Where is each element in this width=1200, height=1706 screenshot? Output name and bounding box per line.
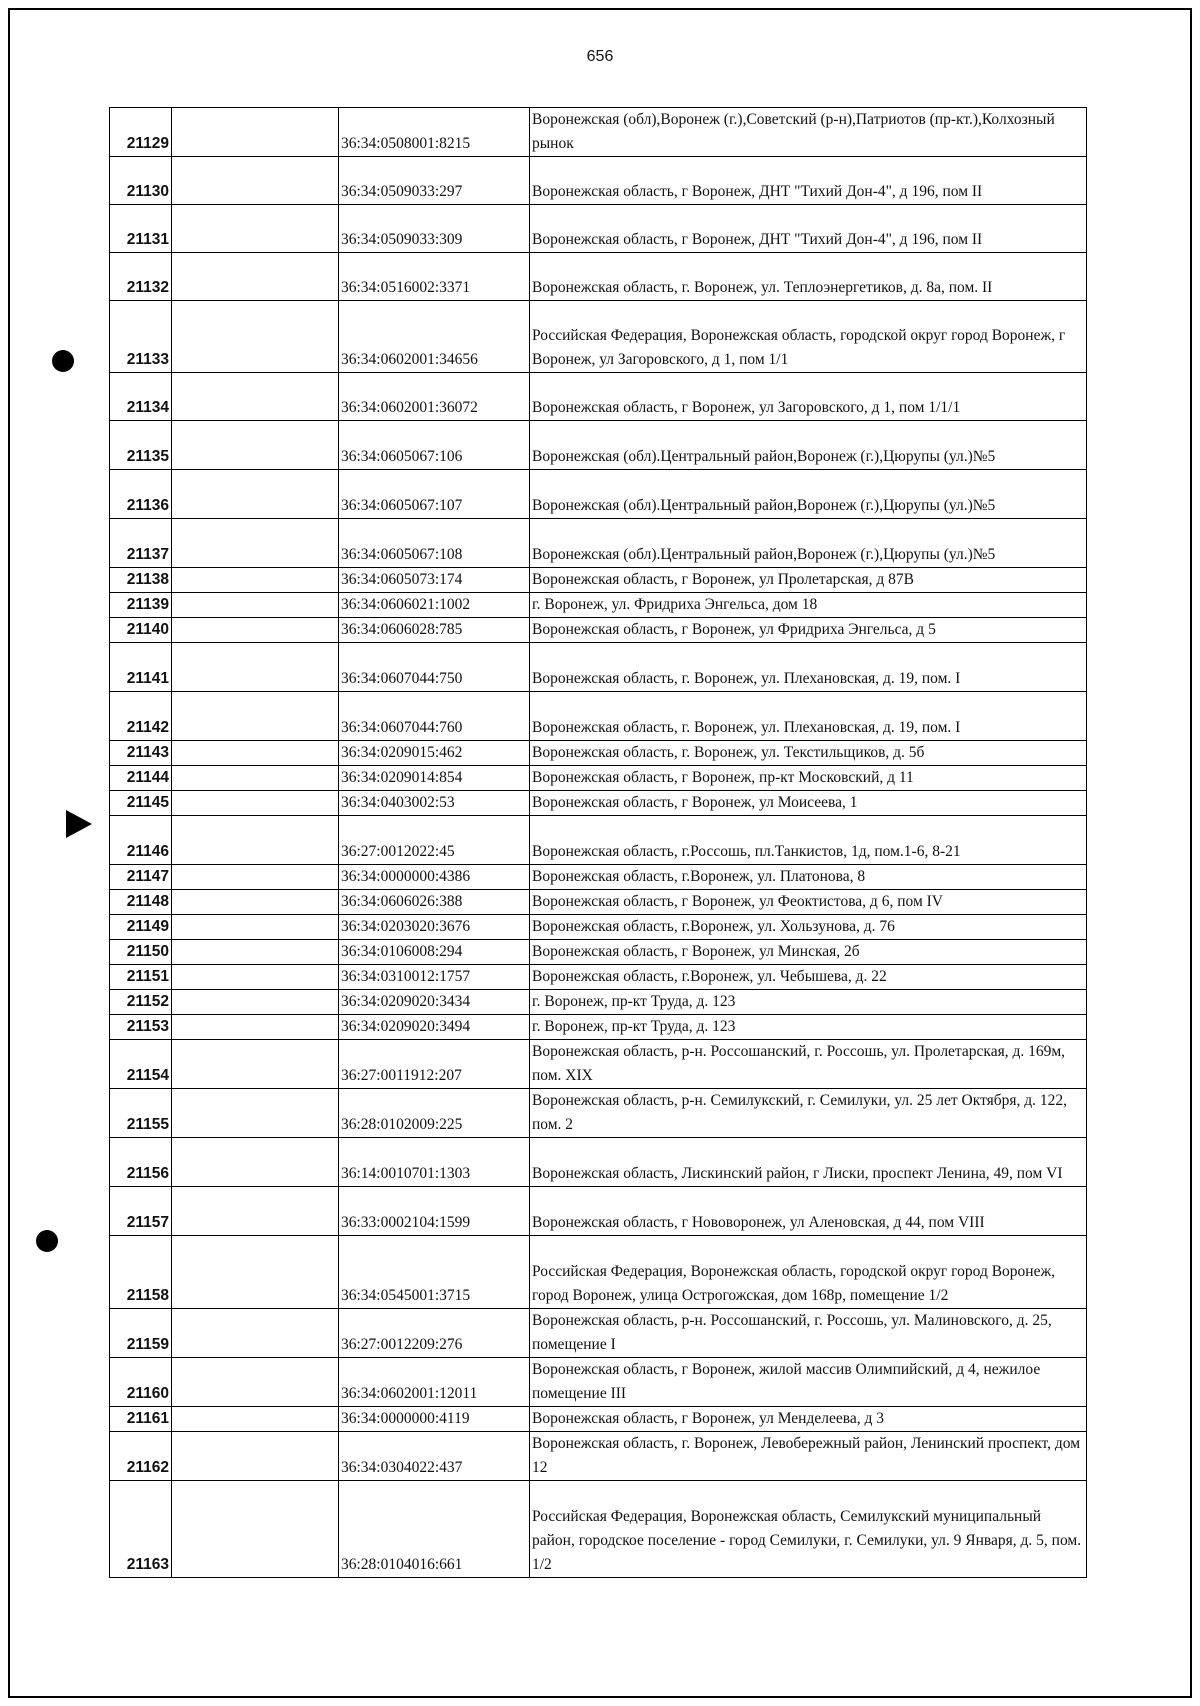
table-row (110, 940, 1087, 965)
address: Воронежская область, г. Воронеж, ул. Плехановская, д. 19, пом. I (530, 643, 1087, 692)
blank-cell (172, 816, 339, 865)
table-row (110, 1138, 1087, 1187)
blank-cell (172, 1015, 339, 1040)
row-number: 21153 (110, 1015, 172, 1040)
blank-cell (172, 618, 339, 643)
blank-cell (172, 791, 339, 816)
row-number: 21162 (110, 1432, 172, 1481)
blank-cell (172, 741, 339, 766)
row-number: 21154 (110, 1040, 172, 1089)
blank-cell (172, 1187, 339, 1236)
row-number: 21163 (110, 1481, 172, 1578)
blank-cell (172, 470, 339, 519)
table-row (110, 915, 1087, 940)
row-number: 21151 (110, 965, 172, 990)
cadastral-number: 36:27:0012209:276 (339, 1309, 530, 1358)
address: Воронежская область, г. Воронеж, ул. Текстильщиков, д. 5б (530, 741, 1087, 766)
cadastral-number: 36:34:0545001:3715 (339, 1236, 530, 1309)
blank-cell (172, 421, 339, 470)
address: Воронежская область, г Воронеж, ул Загоровского, д 1, пом 1/1/1 (530, 373, 1087, 421)
blank-cell (172, 205, 339, 253)
blank-cell (172, 1481, 339, 1578)
blank-cell (172, 766, 339, 791)
cadastral-number: 36:34:0605067:107 (339, 470, 530, 519)
registry-table-body (110, 108, 1087, 1578)
address: Воронежская (обл).Центральный район,Воронеж (г.),Цюрупы (ул.)№5 (530, 470, 1087, 519)
cadastral-number: 36:34:0516002:3371 (339, 253, 530, 301)
table-row (110, 301, 1087, 373)
cadastral-number: 36:14:0010701:1303 (339, 1138, 530, 1187)
address: Воронежская область, г Воронеж, пр-кт Московский, д 11 (530, 766, 1087, 791)
address: Воронежская (обл).Центральный район,Воронеж (г.),Цюрупы (ул.)№5 (530, 421, 1087, 470)
blank-cell (172, 890, 339, 915)
row-number: 21148 (110, 890, 172, 915)
cadastral-number: 36:34:0606021:1002 (339, 593, 530, 618)
table-row (110, 470, 1087, 519)
cadastral-number: 36:34:0607044:760 (339, 692, 530, 741)
cadastral-number: 36:34:0209014:854 (339, 766, 530, 791)
row-number: 21136 (110, 470, 172, 519)
address: Воронежская область, г Воронеж, ул Минская, 2б (530, 940, 1087, 965)
page-number: 656 (586, 48, 614, 65)
address: Воронежская область, г.Россошь, пл.Танкистов, 1д, пом.1-6, 8-21 (530, 816, 1087, 865)
row-number: 21138 (110, 568, 172, 593)
row-number: 21156 (110, 1138, 172, 1187)
blank-cell (172, 1236, 339, 1309)
blank-cell (172, 301, 339, 373)
table-row (110, 1187, 1087, 1236)
cadastral-number: 36:27:0012022:45 (339, 816, 530, 865)
address: Воронежская (обл).Центральный район,Воронеж (г.),Цюрупы (ул.)№5 (530, 519, 1087, 568)
blank-cell (172, 1138, 339, 1187)
row-number: 21130 (110, 157, 172, 205)
row-number: 21155 (110, 1089, 172, 1138)
cadastral-number: 36:34:0509033:309 (339, 205, 530, 253)
blank-cell (172, 965, 339, 990)
table-row (110, 643, 1087, 692)
row-number: 21142 (110, 692, 172, 741)
address: Воронежская область, Лискинский район, г Лиски, проспект Ленина, 49, пом VI (530, 1138, 1087, 1187)
row-number: 21157 (110, 1187, 172, 1236)
table-row (110, 965, 1087, 990)
cadastral-number: 36:34:0203020:3676 (339, 915, 530, 940)
cadastral-number: 36:28:0102009:225 (339, 1089, 530, 1138)
row-number: 21147 (110, 865, 172, 890)
address: Российская Федерация, Воронежская область, городской округ город Воронеж, город Воронеж, улица Острогожская, дом 168р, помещение 1/2 (530, 1236, 1087, 1309)
table-row (110, 791, 1087, 816)
row-number: 21143 (110, 741, 172, 766)
row-number: 21137 (110, 519, 172, 568)
table-row (110, 890, 1087, 915)
address: Воронежская область, г.Воронеж, ул. Платонова, 8 (530, 865, 1087, 890)
address: г. Воронеж, ул. Фридриха Энгельса, дом 18 (530, 593, 1087, 618)
table-row (110, 519, 1087, 568)
cadastral-number: 36:34:0209015:462 (339, 741, 530, 766)
address: Воронежская область, г Воронеж, ул Пролетарская, д 87В (530, 568, 1087, 593)
row-number: 21129 (110, 108, 172, 157)
address: Воронежская область, г Воронеж, ул Феоктистова, д 6, пом IV (530, 890, 1087, 915)
address: Воронежская область, г. Воронеж, ул. Теплоэнергетиков, д. 8а, пом. II (530, 253, 1087, 301)
row-number: 21135 (110, 421, 172, 470)
address: Воронежская область, г Воронеж, жилой массив Олимпийский, д 4, нежилое помещение III (530, 1358, 1087, 1407)
blank-cell (172, 108, 339, 157)
cadastral-number: 36:34:0606026:388 (339, 890, 530, 915)
blank-cell (172, 865, 339, 890)
cadastral-number: 36:34:0508001:8215 (339, 108, 530, 157)
blank-cell (172, 1040, 339, 1089)
blank-cell (172, 157, 339, 205)
blank-cell (172, 253, 339, 301)
address: Российская Федерация, Воронежская область, Семилукский муниципальный район, городское поселение - город Семилуки, г. Семилуки, ул. 9 Января, д. 5, пом. 1/2 (530, 1481, 1087, 1578)
address: Воронежская область, г.Воронеж, ул. Хользунова, д. 76 (530, 915, 1087, 940)
address: Воронежская область, р-н. Семилукский, г. Семилуки, ул. 25 лет Октября, д. 122, пом. 2 (530, 1089, 1087, 1138)
address: Воронежская область, г Воронеж, ул Моисеева, 1 (530, 791, 1087, 816)
table-row (110, 1407, 1087, 1432)
blank-cell (172, 643, 339, 692)
blank-cell (172, 568, 339, 593)
blank-cell (172, 1089, 339, 1138)
blank-cell (172, 692, 339, 741)
table-row (110, 1015, 1087, 1040)
cadastral-number: 36:34:0509033:297 (339, 157, 530, 205)
cadastral-number: 36:33:0002104:1599 (339, 1187, 530, 1236)
blank-cell (172, 940, 339, 965)
cadastral-number: 36:27:0011912:207 (339, 1040, 530, 1089)
address: Воронежская область, р-н. Россошанский, г. Россошь, ул. Пролетарская, д. 169м, пом. XIX (530, 1040, 1087, 1089)
blank-cell (172, 1432, 339, 1481)
address: Воронежская область, г Нововоронеж, ул Аленовская, д 44, пом VIII (530, 1187, 1087, 1236)
table-row (110, 1236, 1087, 1309)
cadastral-number: 36:28:0104016:661 (339, 1481, 530, 1578)
address: Российская Федерация, Воронежская область, городской округ город Воронеж, г Воронеж, ул Загоровского, д 1, пом 1/1 (530, 301, 1087, 373)
cadastral-number: 36:34:0304022:437 (339, 1432, 530, 1481)
table-row (110, 692, 1087, 741)
row-number: 21134 (110, 373, 172, 421)
address: Воронежская область, г. Воронеж, ул. Плехановская, д. 19, пом. I (530, 692, 1087, 741)
blank-cell (172, 915, 339, 940)
blank-cell (172, 519, 339, 568)
table-row (110, 1432, 1087, 1481)
cadastral-number: 36:34:0000000:4119 (339, 1407, 530, 1432)
row-number: 21159 (110, 1309, 172, 1358)
cadastral-number: 36:34:0605073:174 (339, 568, 530, 593)
table-row (110, 253, 1087, 301)
row-number: 21139 (110, 593, 172, 618)
row-number: 21131 (110, 205, 172, 253)
cadastral-number: 36:34:0403002:53 (339, 791, 530, 816)
cadastral-number: 36:34:0209020:3494 (339, 1015, 530, 1040)
table-row (110, 157, 1087, 205)
row-number: 21140 (110, 618, 172, 643)
table-row (110, 421, 1087, 470)
row-number: 21149 (110, 915, 172, 940)
table-row (110, 865, 1087, 890)
row-number: 21145 (110, 791, 172, 816)
table-row (110, 1481, 1087, 1578)
row-number: 21158 (110, 1236, 172, 1309)
cadastral-number: 36:34:0310012:1757 (339, 965, 530, 990)
blank-cell (172, 593, 339, 618)
table-row (110, 205, 1087, 253)
blank-cell (172, 990, 339, 1015)
row-number: 21132 (110, 253, 172, 301)
address: Воронежская область, г Воронеж, ДНТ "Тихий Дон-4", д 196, пом II (530, 157, 1087, 205)
table-row (110, 108, 1087, 157)
blank-cell (172, 1358, 339, 1407)
row-number: 21150 (110, 940, 172, 965)
address: Воронежская область, г. Воронеж, Левобережный район, Ленинский проспект, дом 12 (530, 1432, 1087, 1481)
cadastral-number: 36:34:0605067:108 (339, 519, 530, 568)
cadastral-number: 36:34:0602001:12011 (339, 1358, 530, 1407)
address: Воронежская область, г.Воронеж, ул. Чебышева, д. 22 (530, 965, 1087, 990)
table-row (110, 618, 1087, 643)
address: Воронежская область, г Воронеж, ул Менделеева, д 3 (530, 1407, 1087, 1432)
address: Воронежская область, г Воронеж, ДНТ "Тихий Дон-4", д 196, пом II (530, 205, 1087, 253)
punch-hole-mark (52, 350, 74, 372)
punch-hole-mark (36, 1230, 58, 1252)
blank-cell (172, 373, 339, 421)
table-row (110, 816, 1087, 865)
address: Воронежская (обл),Воронеж (г.),Советский (р-н),Патриотов (пр-кт.),Колхозный рынок (530, 108, 1087, 157)
row-number: 21133 (110, 301, 172, 373)
table-row (110, 1309, 1087, 1358)
cadastral-number: 36:34:0602001:34656 (339, 301, 530, 373)
row-number: 21146 (110, 816, 172, 865)
cadastral-number: 36:34:0106008:294 (339, 940, 530, 965)
table-row (110, 1358, 1087, 1407)
address: г. Воронеж, пр-кт Труда, д. 123 (530, 1015, 1087, 1040)
table-row (110, 766, 1087, 791)
registry-table (109, 107, 1087, 1578)
table-row (110, 1040, 1087, 1089)
cadastral-number: 36:34:0209020:3434 (339, 990, 530, 1015)
address: Воронежская область, р-н. Россошанский, г. Россошь, ул. Малиновского, д. 25, помещение I (530, 1309, 1087, 1358)
address: г. Воронеж, пр-кт Труда, д. 123 (530, 990, 1087, 1015)
table-row (110, 990, 1087, 1015)
cadastral-number: 36:34:0606028:785 (339, 618, 530, 643)
cadastral-number: 36:34:0607044:750 (339, 643, 530, 692)
cadastral-number: 36:34:0602001:36072 (339, 373, 530, 421)
row-number: 21144 (110, 766, 172, 791)
row-number: 21152 (110, 990, 172, 1015)
table-row (110, 373, 1087, 421)
address: Воронежская область, г Воронеж, ул Фридриха Энгельса, д 5 (530, 618, 1087, 643)
table-row (110, 568, 1087, 593)
table-row (110, 741, 1087, 766)
blank-cell (172, 1309, 339, 1358)
table-row (110, 1089, 1087, 1138)
cadastral-number: 36:34:0605067:106 (339, 421, 530, 470)
row-number: 21160 (110, 1358, 172, 1407)
row-number: 21161 (110, 1407, 172, 1432)
row-number: 21141 (110, 643, 172, 692)
cadastral-number: 36:34:0000000:4386 (339, 865, 530, 890)
table-row (110, 593, 1087, 618)
blank-cell (172, 1407, 339, 1432)
binding-arrow-mark (66, 810, 92, 838)
